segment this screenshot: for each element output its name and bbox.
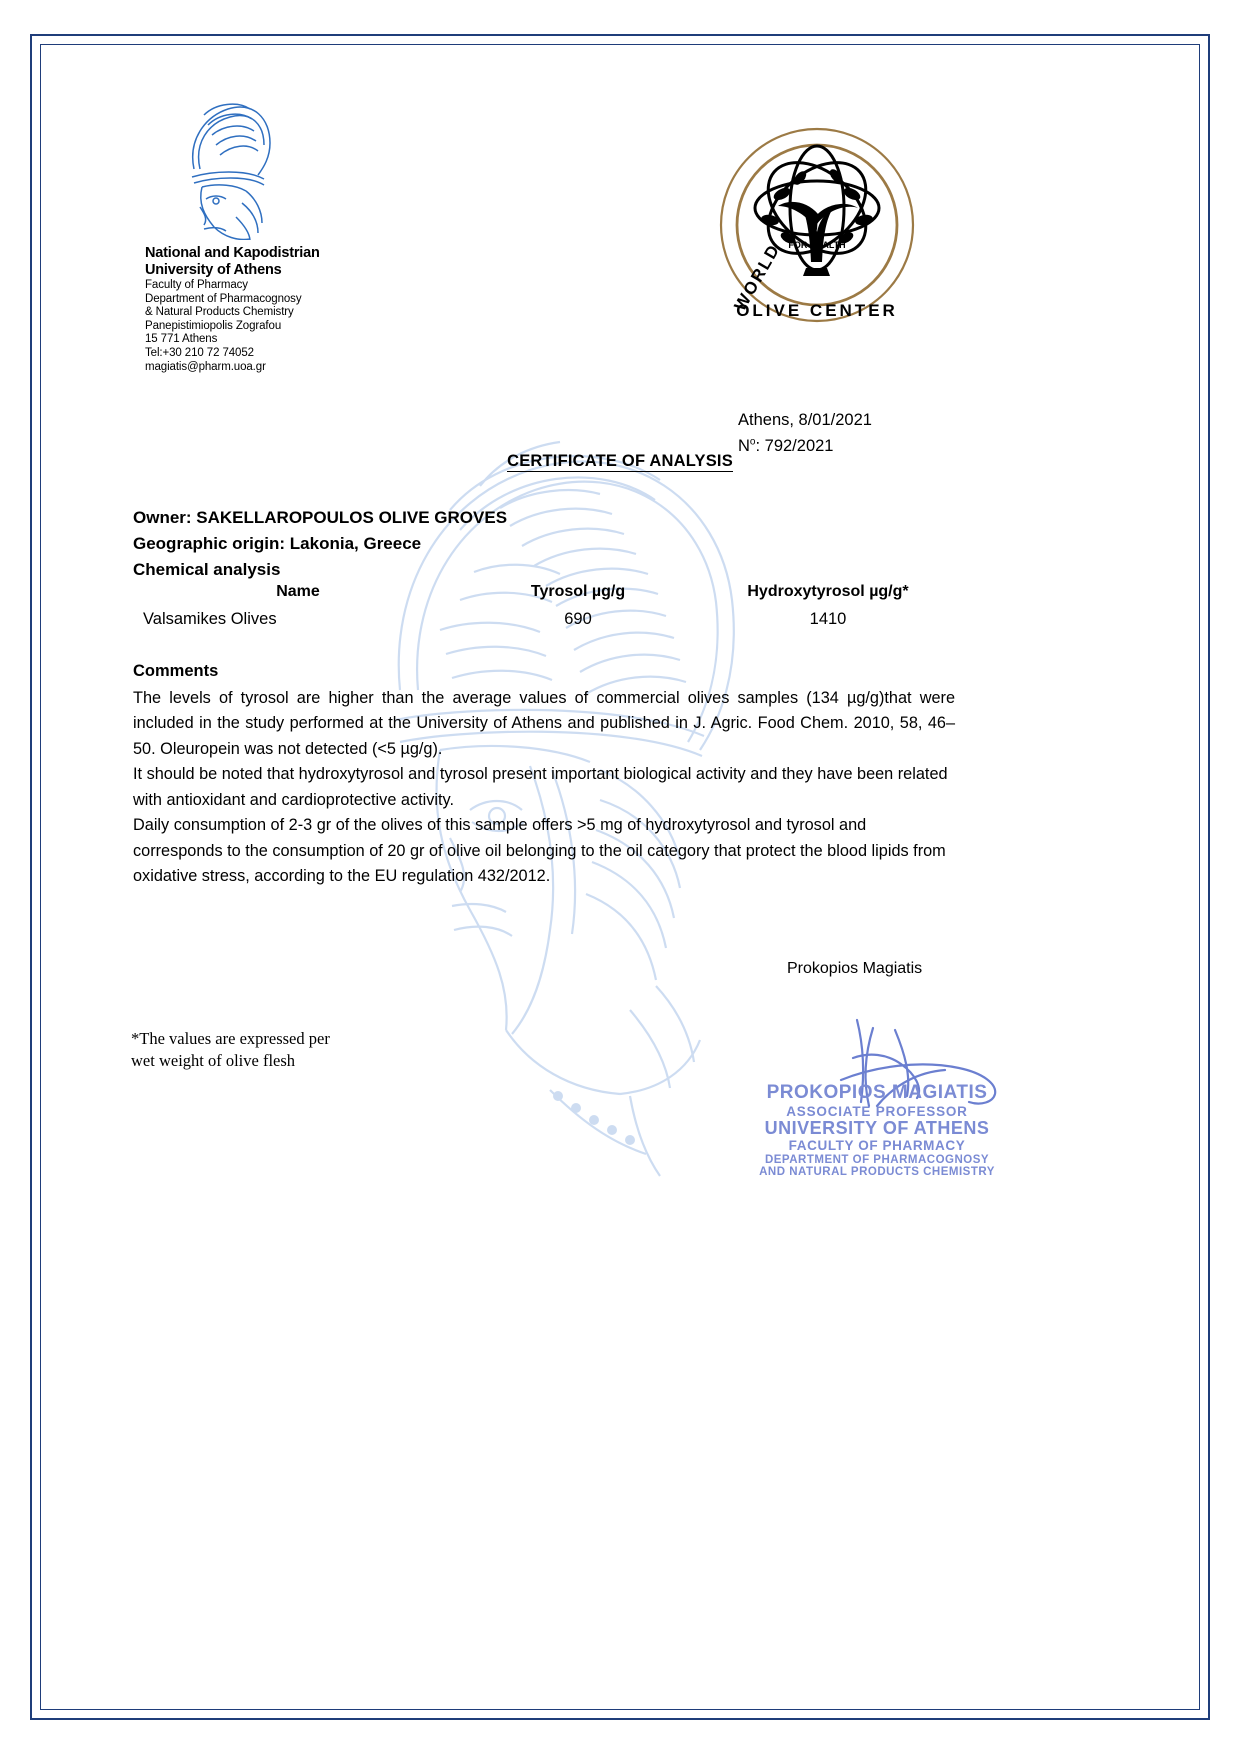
footnote-line-2: wet weight of olive flesh bbox=[131, 1051, 296, 1071]
comment-paragraph-3: Daily consumption of 2-3 gr of the olives of this sample offers >5 mg of hydroxytyrosol and tyrosol and corresponds to the consumption of 20 gr of olive oil belonging to the oil category that protect the blood lipids from oxidative stress, according to the EU regulation 432/2012. bbox=[133, 816, 946, 885]
comments-heading: Comments bbox=[133, 662, 219, 680]
institution-line-2: University of Athens bbox=[145, 262, 282, 279]
stamp-line-6: AND NATURAL PRODUCTS CHEMISTRY bbox=[759, 1166, 995, 1175]
document-number-value: : 792/2021 bbox=[755, 436, 834, 455]
footnote-line-1: *The values are expressed per bbox=[131, 1029, 330, 1048]
column-header-tyrosol: Tyrosol µg/g bbox=[530, 583, 626, 600]
owner-info-block bbox=[133, 505, 507, 582]
analysis-table bbox=[133, 583, 1093, 629]
institution-department-2: & Natural Products Chemistry bbox=[145, 306, 294, 319]
institution-address-2: 15 771 Athens bbox=[145, 333, 218, 346]
signer-name: Prokopios Magiatis bbox=[787, 960, 923, 977]
institution-telephone: Tel:+30 210 72 74052 bbox=[145, 347, 254, 360]
stamp-line-3: UNIVERSITY OF ATHENS bbox=[764, 1118, 990, 1138]
olive-logo-bottom-arc-text: OLIVE CENTER bbox=[736, 301, 898, 320]
owner-line: Owner: SAKELLAROPOULOS OLIVE GROVES bbox=[133, 508, 508, 527]
stamp-line-5: DEPARTMENT OF PHARMACOGNOSY bbox=[764, 1154, 990, 1166]
cell-hydroxytyrosol-value: 1410 bbox=[809, 610, 847, 628]
university-athena-emblem-icon bbox=[180, 95, 275, 240]
table-header-row bbox=[133, 583, 1093, 601]
origin-line: Geographic origin: Lakonia, Greece bbox=[133, 533, 422, 553]
table-row bbox=[133, 610, 1093, 629]
column-header-name: Name bbox=[276, 583, 320, 600]
document-number-ordinal: o bbox=[749, 436, 756, 448]
institution-faculty: Faculty of Pharmacy bbox=[145, 279, 248, 292]
page-title bbox=[0, 452, 1240, 471]
olive-logo-inner-text: FOR HEALTH bbox=[788, 240, 846, 250]
comments-body bbox=[133, 686, 955, 889]
olive-logo-top-arc-text bbox=[724, 221, 745, 232]
stamp-line-1: PROKOPIOS MAGIATIS bbox=[766, 1082, 988, 1103]
stamp-line-2: ASSOCIATE PROFESSOR bbox=[786, 1104, 968, 1119]
place-date: Athens, 8/01/2021 bbox=[738, 411, 872, 429]
column-header-hydroxytyrosol: Hydroxytyrosol µg/g* bbox=[747, 583, 909, 600]
institution-line-1: National and Kapodistrian bbox=[145, 245, 320, 261]
footnote bbox=[131, 1028, 431, 1073]
institution-email: magiatis@pharm.uoa.gr bbox=[145, 360, 266, 373]
olive-logo-top-arc-word: WORLD bbox=[730, 240, 785, 315]
comment-paragraph-2: It should be noted that hydroxytyrosol and tyrosol present important biological activity and they have been related with antioxidant and cardioprotective activity. bbox=[133, 765, 948, 809]
cell-tyrosol-value: 690 bbox=[564, 610, 592, 628]
cell-sample-name: Valsamikes Olives bbox=[143, 610, 277, 628]
institution-department-1: Department of Pharmacognosy bbox=[145, 292, 302, 305]
world-olive-center-logo-icon bbox=[712, 120, 922, 330]
page-title-text: CERTIFICATE OF ANALYSIS bbox=[507, 452, 733, 470]
stamp-line-4: FACULTY OF PHARMACY bbox=[788, 1138, 966, 1153]
institution-address-block bbox=[145, 245, 475, 374]
comment-paragraph-1: The levels of tyrosol are higher than the average values of commercial olives samples (134 µg/g)that were included in the study performed at the University of Athens and published in J. Agric. Food Chem. 2010, 58, 46–50. Oleuropein was not detected (<5 µg/g). bbox=[133, 689, 955, 758]
chemical-analysis-label: Chemical analysis bbox=[133, 559, 281, 579]
document-number-label: N bbox=[738, 436, 750, 455]
signature-stamp-image bbox=[745, 1010, 1010, 1175]
institution-address-1: Panepistimiopolis Zografou bbox=[145, 319, 282, 332]
